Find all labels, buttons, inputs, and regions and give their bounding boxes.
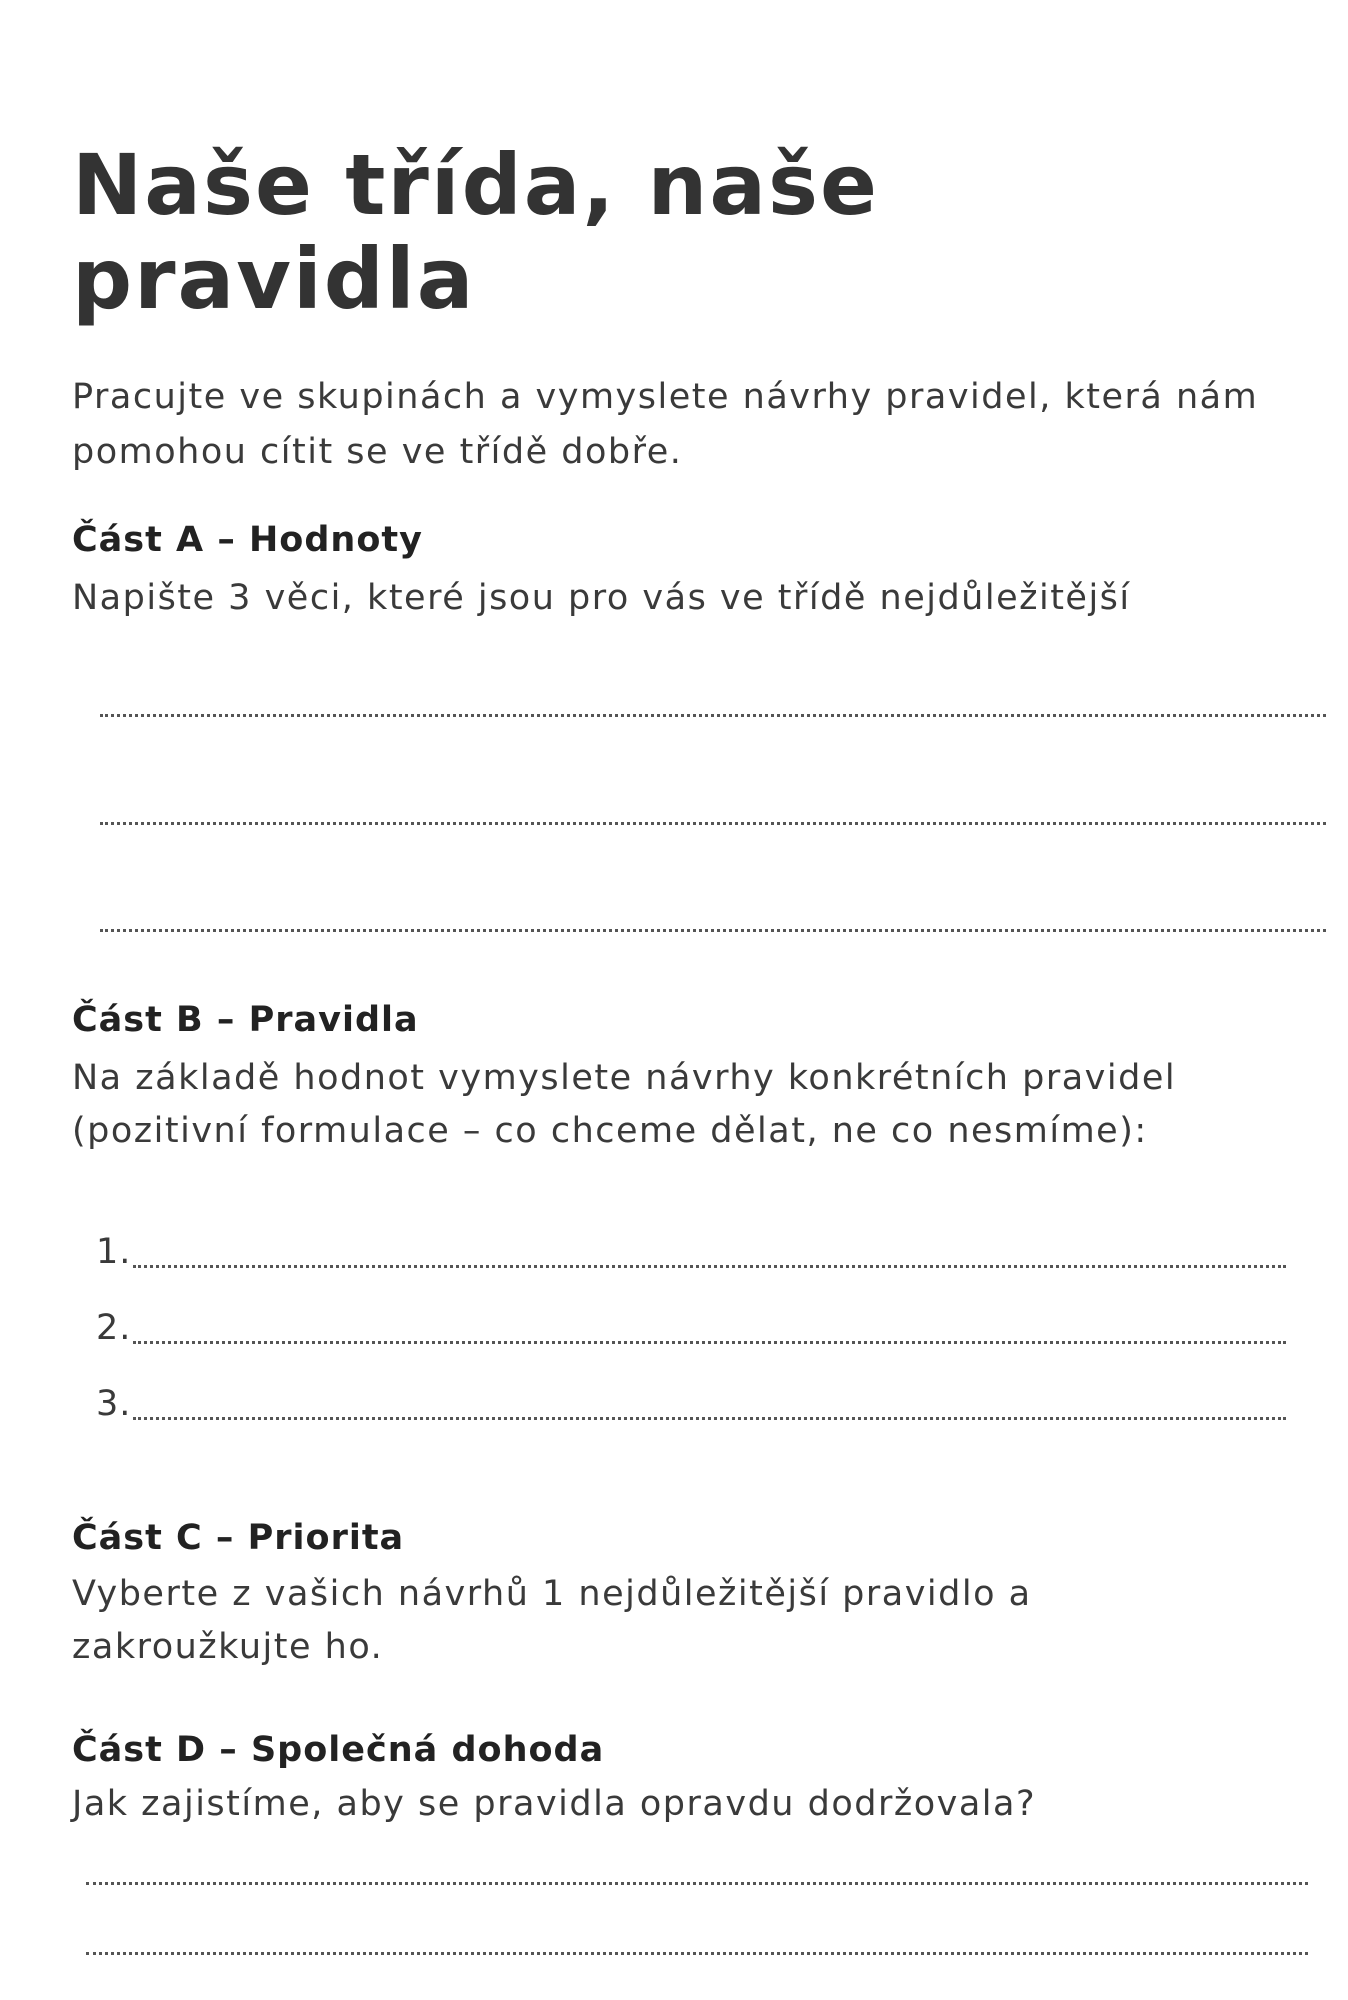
rule-number-3: 3. [96,1384,132,1424]
section-d-heading: Část D – Společná dohoda [72,1730,605,1770]
rule-number-1: 1. [96,1232,132,1272]
rule-number-2: 2. [96,1308,132,1348]
rule-dots-2 [133,1341,1286,1344]
intro-text: Pracujte ve skupinách a vymyslete návrhy pravidel, která nám pomohou cítit se ve třídě dobře. [72,377,1259,472]
page-title: Naše třída, naše pravidla [72,136,879,328]
answer-line-a3[interactable] [100,929,1326,932]
answer-line-d2[interactable] [86,1952,1308,1955]
section-a-description: Napište 3 věci, které jsou pro vás ve třídě nejdůležitější [72,578,1131,618]
section-a-heading: Část A – Hodnoty [72,520,423,560]
rule-dots-3 [133,1417,1286,1420]
section-c-description: Vyberte z vašich návrhů 1 nejdůležitější pravidlo a zakroužkujte ho. [72,1574,1032,1667]
rule-dots-1 [133,1265,1286,1268]
rule-line-1[interactable] [96,1230,1286,1274]
worksheet-page [72,0,1292,2000]
answer-line-a1[interactable] [100,714,1326,717]
answer-line-a2[interactable] [100,822,1326,825]
section-b-description: Na základě hodnot vymyslete návrhy konkrétních pravidel (pozitivní formulace – co chceme dělat, ne co nesmíme): [72,1058,1177,1151]
section-d-description: Jak zajistíme, aby se pravidla opravdu dodržovala? [72,1784,1037,1824]
section-b-heading: Část B – Pravidla [72,1000,419,1040]
section-c-heading: Část C – Priorita [72,1518,405,1558]
rule-line-2[interactable] [96,1306,1286,1350]
answer-line-d1[interactable] [86,1882,1308,1885]
rule-line-3[interactable] [96,1382,1286,1426]
